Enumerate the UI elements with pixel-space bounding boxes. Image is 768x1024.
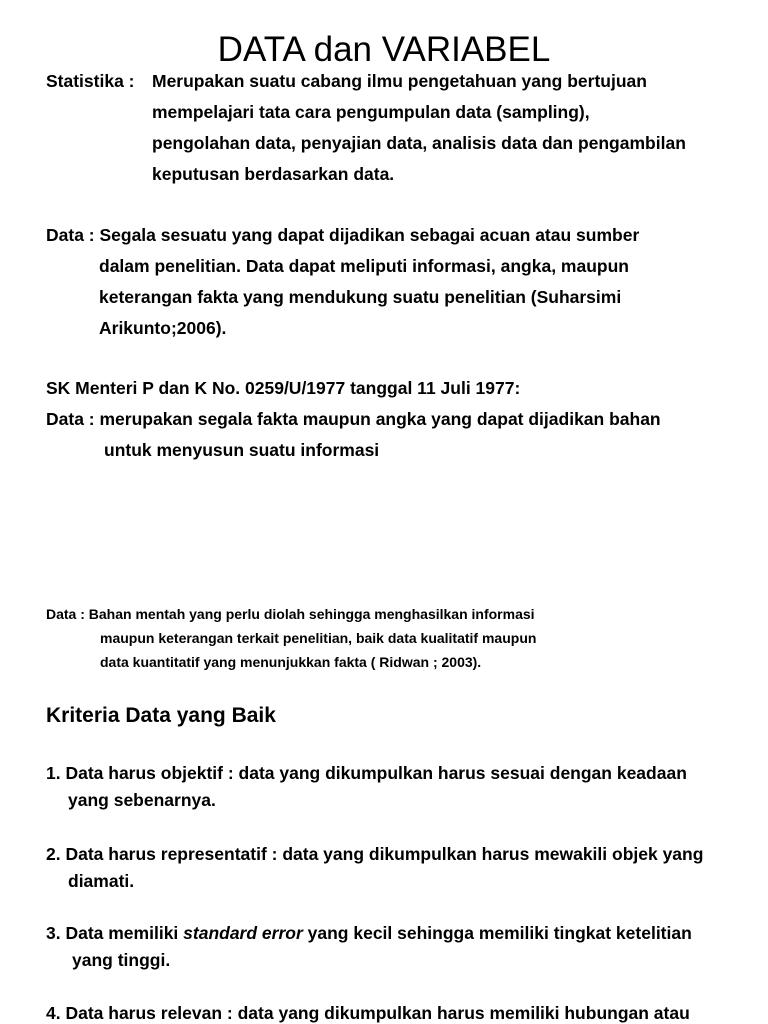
kriteria-heading: Kriteria Data yang Baik: [46, 704, 276, 727]
data-def-3-line-3: data kuantitatif yang menunjukkan fakta ( Ridwan ; 2003).: [100, 654, 482, 670]
statistika-label: Statistika :: [46, 71, 135, 91]
data-def-1-line-4: Arikunto;2006).: [99, 318, 227, 338]
kriteria-item-4-line-1: 4. Data harus relevan : data yang dikumpulkan harus memiliki hubungan atau: [46, 1003, 690, 1023]
data-def-1-line-1: Data : Segala sesuatu yang dapat dijadikan sebagai acuan atau sumber: [46, 225, 640, 245]
kriteria-item-3-line-2: yang tinggi.: [72, 950, 171, 970]
data-def-3-line-1: Data : Bahan mentah yang perlu diolah sehingga menghasilkan informasi: [46, 606, 535, 622]
kriteria-item-2-line-1: 2. Data harus representatif : data yang dikumpulkan harus mewakili objek yang: [46, 844, 704, 864]
kriteria-item-3-line-1: [46, 923, 692, 943]
kriteria-item-3-prefix: 3. Data memiliki: [46, 923, 184, 943]
kriteria-item-1-line-2: yang sebenarnya.: [68, 790, 216, 810]
kriteria-item-3-suffix: yang kecil sehingga memiliki tingkat ketelitian: [302, 923, 692, 943]
statistika-line-1: Merupakan suatu cabang ilmu pengetahuan yang bertujuan: [152, 71, 647, 91]
data-def-1-line-3: keterangan fakta yang mendukung suatu penelitian (Suharsimi: [99, 287, 622, 307]
kriteria-item-1-line-1: 1. Data harus objektif : data yang dikumpulkan harus sesuai dengan keadaan: [46, 763, 687, 783]
sk-menteri-line-1: Data : merupakan segala fakta maupun angka yang dapat dijadikan bahan: [46, 409, 661, 429]
data-def-3-line-2: maupun keterangan terkait penelitian, baik data kualitatif maupun: [100, 630, 537, 646]
statistika-line-3: pengolahan data, penyajian data, analisis data dan pengambilan: [152, 133, 686, 153]
data-def-1-line-2: dalam penelitian. Data dapat meliputi informasi, angka, maupun: [99, 256, 629, 276]
page-title: DATA dan VARIABEL: [217, 30, 551, 69]
kriteria-item-3-emphasis: standard error: [183, 923, 303, 943]
sk-menteri-line-2: untuk menyusun suatu informasi: [104, 440, 380, 460]
kriteria-item-2-line-2: diamati.: [68, 871, 135, 891]
statistika-line-2: mempelajari tata cara pengumpulan data (sampling),: [152, 102, 590, 122]
sk-menteri-heading: SK Menteri P dan K No. 0259/U/1977 tanggal 11 Juli 1977:: [46, 378, 521, 398]
statistika-line-4: keputusan berdasarkan data.: [152, 164, 395, 184]
